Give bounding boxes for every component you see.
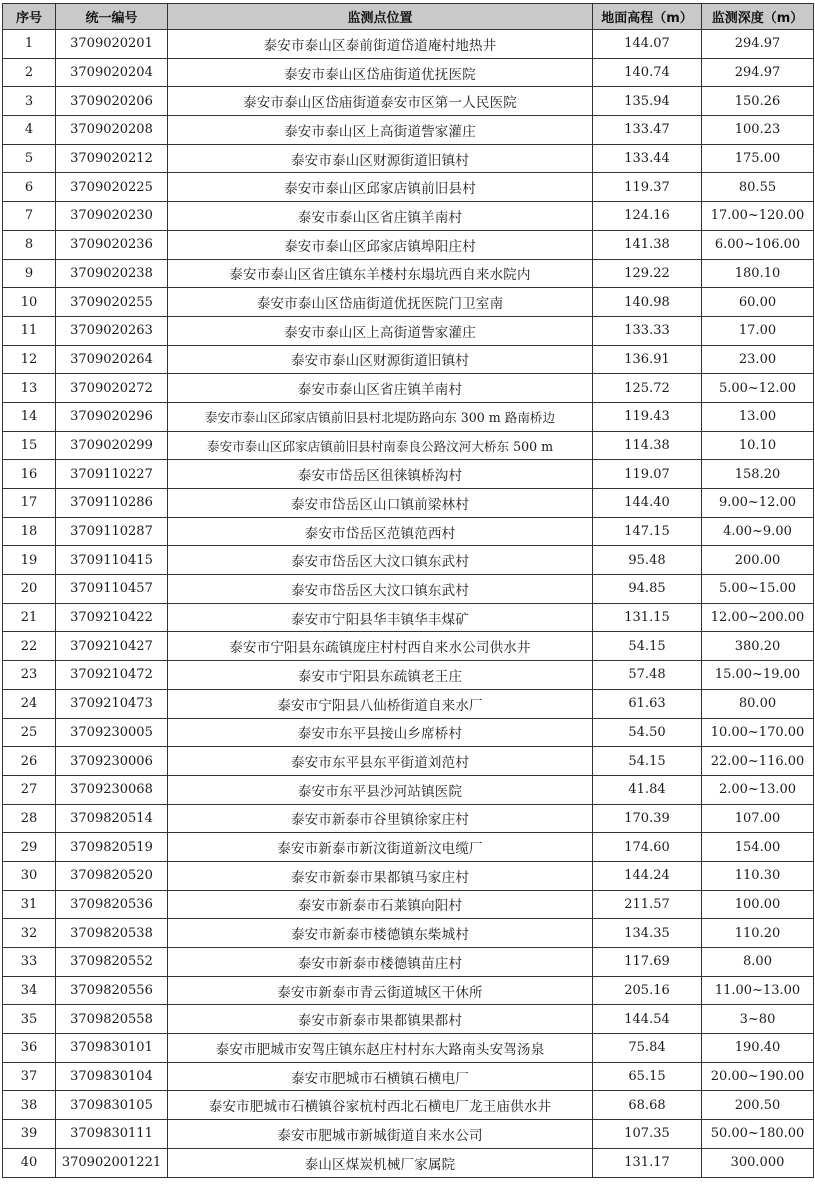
header-monitoring-depth: 监测深度（m）: [702, 4, 814, 30]
cell-unified-id: 3709210422: [56, 603, 168, 632]
cell-location: 泰安市宁阳县东疏镇老王庄: [168, 661, 593, 690]
cell-ground-elevation: 54.15: [593, 632, 702, 661]
table-row: [3, 718, 814, 747]
cell-location: 泰安市新泰市谷里镇徐家庄村: [168, 804, 593, 833]
table-row: [3, 861, 814, 890]
cell-serial-no: 18: [3, 517, 56, 546]
table-row: [3, 345, 814, 374]
cell-serial-no: 37: [3, 1062, 56, 1091]
header-ground-elevation: 地面高程（m）: [593, 4, 702, 30]
cell-monitoring-depth: 180.10: [702, 259, 814, 288]
cell-ground-elevation: 136.91: [593, 345, 702, 374]
table-row: [3, 144, 814, 173]
cell-ground-elevation: 144.24: [593, 861, 702, 890]
cell-monitoring-depth: 12.00~200.00: [702, 603, 814, 632]
cell-location: 泰安市宁阳县八仙桥街道自来水厂: [168, 689, 593, 718]
cell-ground-elevation: 61.63: [593, 689, 702, 718]
cell-location: 泰安市泰山区邱家店镇前旧县村北堤防路向东 300 m 路南桥边: [168, 402, 593, 431]
cell-monitoring-depth: 175.00: [702, 144, 814, 173]
cell-serial-no: 11: [3, 316, 56, 345]
cell-unified-id: 3709020208: [56, 116, 168, 145]
table-row: [3, 833, 814, 862]
table-row: [3, 87, 814, 116]
cell-location: 泰安市岱岳区山口镇前梁林村: [168, 489, 593, 518]
cell-monitoring-depth: 200.50: [702, 1091, 814, 1120]
cell-monitoring-depth: 300.000: [702, 1148, 814, 1177]
cell-location: 泰安市泰山区省庄镇东羊楼村东塌坑西自来水院内: [168, 259, 593, 288]
header-location: 监测点位置: [168, 4, 593, 30]
cell-ground-elevation: 41.84: [593, 775, 702, 804]
cell-monitoring-depth: 8.00: [702, 948, 814, 977]
cell-ground-elevation: 68.68: [593, 1091, 702, 1120]
cell-serial-no: 8: [3, 230, 56, 259]
cell-ground-elevation: 65.15: [593, 1062, 702, 1091]
table-row: [3, 976, 814, 1005]
cell-ground-elevation: 119.07: [593, 460, 702, 489]
cell-location: 泰安市东平县东平街道刘范村: [168, 747, 593, 776]
table-row: [3, 689, 814, 718]
cell-location: 泰安市新泰市楼德镇东柴城村: [168, 919, 593, 948]
cell-unified-id: 3709820558: [56, 1005, 168, 1034]
cell-serial-no: 16: [3, 460, 56, 489]
cell-location: 泰安市肥城市安驾庄镇东赵庄村村东大路南头安驾汤泉: [168, 1034, 593, 1063]
table-row: [3, 1034, 814, 1063]
cell-serial-no: 7: [3, 202, 56, 231]
cell-serial-no: 34: [3, 976, 56, 1005]
cell-ground-elevation: 174.60: [593, 833, 702, 862]
cell-unified-id: 3709820520: [56, 861, 168, 890]
cell-location: 泰安市泰山区泰前街道岱道庵村地热井: [168, 30, 593, 59]
cell-location: 泰安市泰山区邱家店镇埠阳庄村: [168, 230, 593, 259]
cell-location: 泰安市新泰市果都镇马家庄村: [168, 861, 593, 890]
cell-location: 泰安市岱岳区大汶口镇东武村: [168, 575, 593, 604]
cell-location: 泰安市新泰市青云街道城区干休所: [168, 976, 593, 1005]
cell-ground-elevation: 147.15: [593, 517, 702, 546]
cell-serial-no: 14: [3, 402, 56, 431]
cell-monitoring-depth: 154.00: [702, 833, 814, 862]
cell-ground-elevation: 144.07: [593, 30, 702, 59]
cell-ground-elevation: 144.40: [593, 489, 702, 518]
cell-ground-elevation: 135.94: [593, 87, 702, 116]
cell-serial-no: 31: [3, 890, 56, 919]
cell-serial-no: 22: [3, 632, 56, 661]
table-body: [3, 30, 814, 1178]
cell-monitoring-depth: 10.00~170.00: [702, 718, 814, 747]
cell-monitoring-depth: 22.00~116.00: [702, 747, 814, 776]
cell-serial-no: 30: [3, 861, 56, 890]
cell-unified-id: 3709020255: [56, 288, 168, 317]
cell-ground-elevation: 131.15: [593, 603, 702, 632]
cell-serial-no: 4: [3, 116, 56, 145]
cell-serial-no: 12: [3, 345, 56, 374]
table-row: [3, 316, 814, 345]
cell-serial-no: 6: [3, 173, 56, 202]
cell-serial-no: 28: [3, 804, 56, 833]
cell-unified-id: 370902001221: [56, 1148, 168, 1177]
cell-monitoring-depth: 80.55: [702, 173, 814, 202]
cell-ground-elevation: 119.37: [593, 173, 702, 202]
cell-unified-id: 3709020225: [56, 173, 168, 202]
cell-unified-id: 3709820519: [56, 833, 168, 862]
cell-unified-id: 3709230005: [56, 718, 168, 747]
cell-serial-no: 10: [3, 288, 56, 317]
header-unified-id: 统一编号: [56, 4, 168, 30]
table-row: [3, 747, 814, 776]
cell-ground-elevation: 54.15: [593, 747, 702, 776]
cell-monitoring-depth: 80.00: [702, 689, 814, 718]
cell-location: 泰安市新泰市新汶街道新汶电缆厂: [168, 833, 593, 862]
cell-monitoring-depth: 6.00~106.00: [702, 230, 814, 259]
cell-ground-elevation: 170.39: [593, 804, 702, 833]
cell-monitoring-depth: 20.00~190.00: [702, 1062, 814, 1091]
monitoring-points-table: [2, 3, 814, 1178]
cell-location: 泰安市泰山区邱家店镇前旧县村: [168, 173, 593, 202]
cell-monitoring-depth: 50.00~180.00: [702, 1120, 814, 1149]
cell-unified-id: 3709210473: [56, 689, 168, 718]
cell-ground-elevation: 129.22: [593, 259, 702, 288]
cell-location: 泰安市宁阳县华丰镇华丰煤矿: [168, 603, 593, 632]
cell-serial-no: 3: [3, 87, 56, 116]
cell-serial-no: 2: [3, 58, 56, 87]
cell-ground-elevation: 134.35: [593, 919, 702, 948]
cell-ground-elevation: 141.38: [593, 230, 702, 259]
cell-unified-id: 3709830105: [56, 1091, 168, 1120]
cell-serial-no: 24: [3, 689, 56, 718]
cell-unified-id: 3709020204: [56, 58, 168, 87]
cell-serial-no: 13: [3, 374, 56, 403]
cell-location: 泰安市宁阳县东疏镇庞庄村村西自来水公司供水井: [168, 632, 593, 661]
cell-monitoring-depth: 110.30: [702, 861, 814, 890]
table-row: [3, 603, 814, 632]
cell-ground-elevation: 107.35: [593, 1120, 702, 1149]
cell-location: 泰安市泰山区财源街道旧镇村: [168, 144, 593, 173]
cell-location: 泰安市泰山区邱家店镇前旧县村南泰良公路汶河大桥东 500 m: [168, 431, 593, 460]
cell-monitoring-depth: 11.00~13.00: [702, 976, 814, 1005]
cell-unified-id: 3709020238: [56, 259, 168, 288]
cell-monitoring-depth: 380.20: [702, 632, 814, 661]
cell-monitoring-depth: 200.00: [702, 546, 814, 575]
table-header-row: [3, 4, 814, 30]
cell-ground-elevation: 114.38: [593, 431, 702, 460]
cell-monitoring-depth: 9.00~12.00: [702, 489, 814, 518]
cell-ground-elevation: 205.16: [593, 976, 702, 1005]
cell-monitoring-depth: 17.00: [702, 316, 814, 345]
cell-ground-elevation: 54.50: [593, 718, 702, 747]
table-row: [3, 431, 814, 460]
cell-monitoring-depth: 100.00: [702, 890, 814, 919]
cell-monitoring-depth: 2.00~13.00: [702, 775, 814, 804]
table-row: [3, 1091, 814, 1120]
table-row: [3, 1005, 814, 1034]
cell-ground-elevation: 133.33: [593, 316, 702, 345]
table-row: [3, 58, 814, 87]
cell-monitoring-depth: 107.00: [702, 804, 814, 833]
cell-serial-no: 39: [3, 1120, 56, 1149]
cell-location: 泰安市泰山区上高街道訾家灌庄: [168, 316, 593, 345]
cell-serial-no: 35: [3, 1005, 56, 1034]
cell-monitoring-depth: 294.97: [702, 30, 814, 59]
table-row: [3, 489, 814, 518]
cell-unified-id: 3709020264: [56, 345, 168, 374]
cell-serial-no: 20: [3, 575, 56, 604]
cell-location: 泰安市泰山区财源街道旧镇村: [168, 345, 593, 374]
cell-unified-id: 3709830101: [56, 1034, 168, 1063]
cell-ground-elevation: 94.85: [593, 575, 702, 604]
table-row: [3, 460, 814, 489]
cell-unified-id: 3709020299: [56, 431, 168, 460]
cell-monitoring-depth: 5.00~12.00: [702, 374, 814, 403]
cell-monitoring-depth: 5.00~15.00: [702, 575, 814, 604]
cell-location: 泰安市东平县接山乡席桥村: [168, 718, 593, 747]
table-row: [3, 775, 814, 804]
cell-location: 泰安市肥城市石横镇石横电厂: [168, 1062, 593, 1091]
cell-serial-no: 19: [3, 546, 56, 575]
cell-ground-elevation: 95.48: [593, 546, 702, 575]
cell-location: 泰安市泰山区岱庙街道优抚医院门卫室南: [168, 288, 593, 317]
cell-location: 泰安市肥城市新城街道自来水公司: [168, 1120, 593, 1149]
cell-serial-no: 26: [3, 747, 56, 776]
table-row: [3, 804, 814, 833]
cell-monitoring-depth: 294.97: [702, 58, 814, 87]
cell-ground-elevation: 125.72: [593, 374, 702, 403]
cell-serial-no: 9: [3, 259, 56, 288]
cell-serial-no: 32: [3, 919, 56, 948]
cell-monitoring-depth: 13.00: [702, 402, 814, 431]
cell-location: 泰安市新泰市果都镇果都村: [168, 1005, 593, 1034]
cell-location: 泰安市岱岳区徂徕镇桥沟村: [168, 460, 593, 489]
cell-ground-elevation: 144.54: [593, 1005, 702, 1034]
cell-ground-elevation: 57.48: [593, 661, 702, 690]
cell-monitoring-depth: 15.00~19.00: [702, 661, 814, 690]
table-row: [3, 259, 814, 288]
table-row: [3, 230, 814, 259]
cell-location: 泰安市泰山区省庄镇羊南村: [168, 374, 593, 403]
cell-unified-id: 3709020212: [56, 144, 168, 173]
cell-ground-elevation: 124.16: [593, 202, 702, 231]
cell-serial-no: 27: [3, 775, 56, 804]
cell-location: 泰山区煤炭机械厂家属院: [168, 1148, 593, 1177]
cell-location: 泰安市泰山区上高街道訾家灌庄: [168, 116, 593, 145]
table-row: [3, 546, 814, 575]
cell-unified-id: 3709820552: [56, 948, 168, 977]
cell-monitoring-depth: 10.10: [702, 431, 814, 460]
cell-unified-id: 3709230068: [56, 775, 168, 804]
cell-unified-id: 3709020263: [56, 316, 168, 345]
cell-ground-elevation: 131.17: [593, 1148, 702, 1177]
cell-location: 泰安市岱岳区范镇范西村: [168, 517, 593, 546]
header-serial-no: 序号: [3, 4, 56, 30]
cell-serial-no: 29: [3, 833, 56, 862]
cell-unified-id: 3709110286: [56, 489, 168, 518]
cell-serial-no: 36: [3, 1034, 56, 1063]
cell-location: 泰安市岱岳区大汶口镇东武村: [168, 546, 593, 575]
cell-serial-no: 38: [3, 1091, 56, 1120]
table-row: [3, 919, 814, 948]
cell-unified-id: 3709830111: [56, 1120, 168, 1149]
table-row: [3, 948, 814, 977]
cell-unified-id: 3709020230: [56, 202, 168, 231]
cell-unified-id: 3709020236: [56, 230, 168, 259]
table-row: [3, 173, 814, 202]
cell-serial-no: 5: [3, 144, 56, 173]
cell-ground-elevation: 117.69: [593, 948, 702, 977]
cell-monitoring-depth: 23.00: [702, 345, 814, 374]
cell-unified-id: 3709020201: [56, 30, 168, 59]
cell-ground-elevation: 75.84: [593, 1034, 702, 1063]
cell-monitoring-depth: 4.00~9.00: [702, 517, 814, 546]
cell-location: 泰安市泰山区省庄镇羊南村: [168, 202, 593, 231]
table-row: [3, 1120, 814, 1149]
cell-serial-no: 40: [3, 1148, 56, 1177]
cell-ground-elevation: 133.47: [593, 116, 702, 145]
cell-monitoring-depth: 190.40: [702, 1034, 814, 1063]
cell-ground-elevation: 211.57: [593, 890, 702, 919]
table-row: [3, 632, 814, 661]
table-row: [3, 575, 814, 604]
cell-location: 泰安市新泰市石莱镇向阳村: [168, 890, 593, 919]
cell-ground-elevation: 119.43: [593, 402, 702, 431]
cell-unified-id: 3709110227: [56, 460, 168, 489]
cell-unified-id: 3709820556: [56, 976, 168, 1005]
table-row: [3, 1062, 814, 1091]
cell-monitoring-depth: 60.00: [702, 288, 814, 317]
cell-location: 泰安市肥城市石横镇谷家杭村西北石横电厂龙王庙供水井: [168, 1091, 593, 1120]
cell-unified-id: 3709020206: [56, 87, 168, 116]
cell-monitoring-depth: 100.23: [702, 116, 814, 145]
cell-unified-id: 3709820536: [56, 890, 168, 919]
cell-serial-no: 21: [3, 603, 56, 632]
cell-unified-id: 3709110457: [56, 575, 168, 604]
cell-serial-no: 33: [3, 948, 56, 977]
cell-serial-no: 25: [3, 718, 56, 747]
cell-unified-id: 3709210472: [56, 661, 168, 690]
cell-serial-no: 15: [3, 431, 56, 460]
cell-location: 泰安市新泰市楼德镇苗庄村: [168, 948, 593, 977]
table-row: [3, 202, 814, 231]
cell-monitoring-depth: 17.00~120.00: [702, 202, 814, 231]
cell-unified-id: 3709020296: [56, 402, 168, 431]
cell-location: 泰安市东平县沙河站镇医院: [168, 775, 593, 804]
cell-ground-elevation: 133.44: [593, 144, 702, 173]
cell-monitoring-depth: 158.20: [702, 460, 814, 489]
cell-location: 泰安市泰山区岱庙街道泰安市区第一人民医院: [168, 87, 593, 116]
table-row: [3, 116, 814, 145]
cell-ground-elevation: 140.98: [593, 288, 702, 317]
table-row: [3, 402, 814, 431]
cell-unified-id: 3709820514: [56, 804, 168, 833]
cell-monitoring-depth: 3~80: [702, 1005, 814, 1034]
table-row: [3, 1148, 814, 1177]
cell-serial-no: 23: [3, 661, 56, 690]
cell-unified-id: 3709020272: [56, 374, 168, 403]
table-row: [3, 661, 814, 690]
table-row: [3, 30, 814, 59]
table-row: [3, 288, 814, 317]
cell-unified-id: 3709820538: [56, 919, 168, 948]
table-row: [3, 374, 814, 403]
cell-ground-elevation: 140.74: [593, 58, 702, 87]
cell-monitoring-depth: 110.20: [702, 919, 814, 948]
cell-serial-no: 1: [3, 30, 56, 59]
cell-unified-id: 3709230006: [56, 747, 168, 776]
table-row: [3, 517, 814, 546]
cell-location: 泰安市泰山区岱庙街道优抚医院: [168, 58, 593, 87]
cell-unified-id: 3709110287: [56, 517, 168, 546]
cell-unified-id: 3709210427: [56, 632, 168, 661]
table-row: [3, 890, 814, 919]
cell-serial-no: 17: [3, 489, 56, 518]
cell-monitoring-depth: 150.26: [702, 87, 814, 116]
cell-unified-id: 3709110415: [56, 546, 168, 575]
cell-unified-id: 3709830104: [56, 1062, 168, 1091]
